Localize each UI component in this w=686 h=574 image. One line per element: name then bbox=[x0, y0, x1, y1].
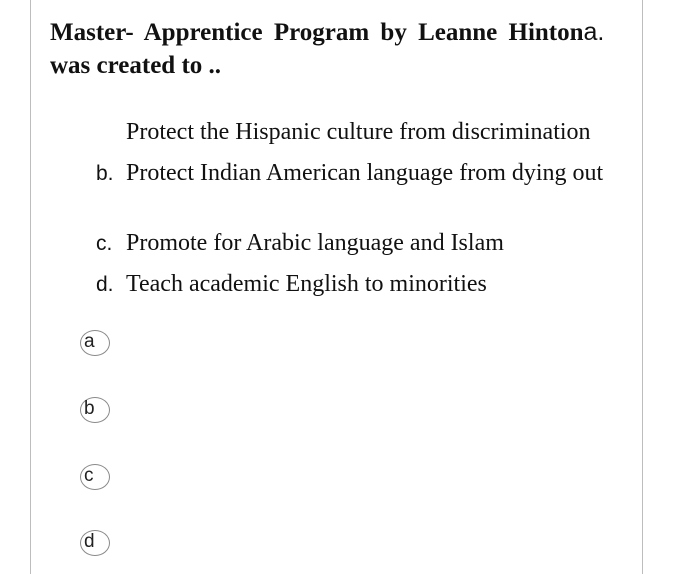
option-d-letter: d. bbox=[96, 273, 114, 296]
option-b-letter: b. bbox=[96, 162, 114, 185]
option-c-text: Promote for Arabic language and Islam bbox=[126, 230, 504, 256]
option-d-text: Teach academic English to minorities bbox=[126, 271, 487, 297]
option-a-text: Protect the Hispanic culture from discrimination bbox=[126, 119, 591, 145]
option-c bbox=[86, 228, 504, 259]
question-line-2: was created to .. bbox=[50, 52, 222, 79]
question-line-1: Master- Apprentice Program by Leanne Hintona. bbox=[50, 18, 605, 46]
option-d bbox=[86, 269, 487, 300]
question-line-1-marker: a. bbox=[583, 18, 605, 46]
option-b-text: Protect Indian American language from dying out bbox=[126, 160, 604, 186]
question-text bbox=[50, 16, 650, 82]
option-a bbox=[86, 117, 591, 148]
radio-choice-c[interactable]: c bbox=[80, 464, 110, 490]
option-b bbox=[86, 158, 662, 189]
left-border bbox=[30, 0, 31, 574]
option-c-letter: c. bbox=[96, 232, 113, 255]
radio-choice-b[interactable]: b bbox=[80, 397, 110, 423]
right-border bbox=[642, 0, 643, 574]
radio-choice-d[interactable]: d bbox=[80, 530, 110, 556]
radio-choice-a[interactable]: a bbox=[80, 330, 110, 356]
